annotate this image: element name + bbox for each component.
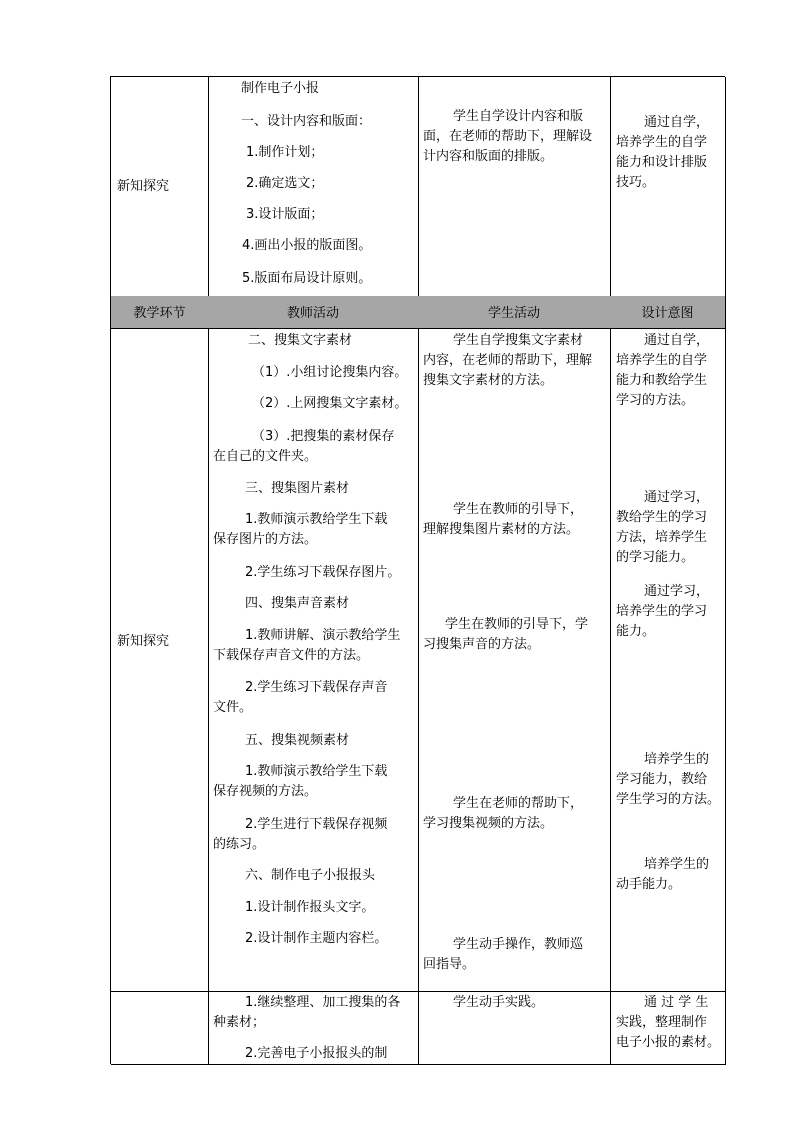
teacher-line: 1.教师讲解、演示教给学生 xyxy=(245,628,401,643)
header-phase xyxy=(111,296,209,329)
teacher-line: 保存图片的方法。 xyxy=(213,532,318,547)
teacher-line: 5.版面布局设计原则。 xyxy=(242,271,372,286)
teacher-line: 二、搜集文字素材 xyxy=(248,333,353,348)
intent-line: 通过自学， xyxy=(644,115,710,130)
teacher-line: 种素材； xyxy=(213,1015,266,1030)
student-line: 学生动手操作，教师巡 xyxy=(453,937,584,952)
intent-line: 学习能力，教给 xyxy=(616,772,708,787)
intent-line: 教给学生的学习 xyxy=(616,510,708,525)
teacher-line: 2.设计制作主题内容栏。 xyxy=(245,931,388,946)
student-line: 学生动手实践。 xyxy=(453,995,545,1010)
teacher-line: 3.设计版面； xyxy=(246,207,324,222)
intent-line: 动手能力。 xyxy=(616,877,682,892)
teacher-line: 1.设计制作报头文字。 xyxy=(245,900,375,915)
header-teacher xyxy=(208,296,419,329)
teacher-line: （3）.把搜集的素材保存 xyxy=(252,429,395,444)
student-line: 学生在老师的帮助下， xyxy=(453,796,584,811)
header-student-label: 学生活动 xyxy=(487,306,540,321)
intent-line: 通 过 学 生 xyxy=(644,995,709,1010)
teacher-cell-3 xyxy=(208,991,419,1065)
phase-cell-1 xyxy=(111,77,209,297)
teacher-line: 四、搜集声音素材 xyxy=(245,596,350,611)
teacher-line: 三、搜集图片素材 xyxy=(245,481,350,496)
teacher-line: 4.画出小报的版面图。 xyxy=(242,238,372,253)
student-line: 计内容和版面的排版。 xyxy=(423,149,554,164)
intent-line: 实践，整理制作 xyxy=(616,1015,708,1030)
intent-line: 通过学习， xyxy=(644,584,710,599)
teacher-line: 文件。 xyxy=(213,700,253,715)
intent-line: 通过自学， xyxy=(644,333,710,348)
header-intent-label: 设计意图 xyxy=(641,306,694,321)
teacher-line: 2.学生练习下载保存声音 xyxy=(245,680,388,695)
intent-line: 能力和设计排版 xyxy=(616,155,708,170)
intent-cell-3 xyxy=(610,991,726,1065)
intent-line: 培养学生的自学 xyxy=(616,135,708,150)
student-cell-3 xyxy=(418,991,611,1065)
intent-line: 能力和教给学生 xyxy=(616,373,708,388)
student-line: 搜集文字素材的方法。 xyxy=(423,373,554,388)
student-cell-1 xyxy=(418,77,611,297)
student-line: 学生自学搜集文字素材 xyxy=(453,333,584,348)
phase-label-1: 新知探究 xyxy=(117,179,170,194)
teacher-line: （2）.上网搜集文字素材。 xyxy=(252,396,408,411)
student-line: 学生自学设计内容和版 xyxy=(453,109,584,124)
intent-line: 的学习能力。 xyxy=(616,550,695,565)
teacher-line: 1.教师演示教给学生下载 xyxy=(245,764,388,779)
intent-line: 技巧。 xyxy=(616,175,656,190)
lesson-plan-table xyxy=(110,76,725,1064)
phase-cell-2 xyxy=(111,328,209,992)
teacher-line: 2.学生进行下载保存视频 xyxy=(245,817,388,832)
student-line: 学习搜集视频的方法。 xyxy=(423,816,554,831)
intent-line: 学生学习的方法。 xyxy=(616,792,721,807)
teacher-line: （1）.小组讨论搜集内容。 xyxy=(252,365,408,380)
student-line: 学生在教师的引导下， xyxy=(453,502,584,517)
intent-cell-2 xyxy=(610,328,726,992)
header-student xyxy=(418,296,611,329)
teacher-line: 2.确定选文； xyxy=(246,176,324,191)
student-line: 内容，在老师的帮助下，理解 xyxy=(423,353,593,368)
teacher-line: 一、设计内容和版面： xyxy=(241,114,372,129)
intent-line: 电子小报的素材。 xyxy=(616,1035,721,1050)
header-phase-label: 教学环节 xyxy=(133,306,186,321)
intent-line: 通过学习， xyxy=(644,490,710,505)
header-intent xyxy=(610,296,726,329)
phase-label-2: 新知探究 xyxy=(117,634,170,649)
intent-line: 培养学生的学习 xyxy=(616,604,708,619)
header-teacher-label: 教师活动 xyxy=(286,306,339,321)
student-cell-2 xyxy=(418,328,611,992)
student-line: 回指导。 xyxy=(423,957,476,972)
student-line: 习搜集声音的方法。 xyxy=(423,637,541,652)
teacher-line: 下载保存声音文件的方法。 xyxy=(213,648,370,663)
teacher-cell-1 xyxy=(208,77,419,297)
intent-line: 培养学生的 xyxy=(644,857,710,872)
teacher-line: 1.教师演示教给学生下载 xyxy=(245,512,388,527)
teacher-line: 1.继续整理、加工搜集的各 xyxy=(245,995,401,1010)
teacher-line: 六、制作电子小报报头 xyxy=(245,868,376,883)
teacher-line: 在自己的文件夹。 xyxy=(213,449,318,464)
intent-line: 方法，培养学生 xyxy=(616,530,708,545)
intent-line: 培养学生的自学 xyxy=(616,353,708,368)
teacher-cell-2 xyxy=(208,328,419,992)
lesson-plan-page xyxy=(110,76,725,1064)
student-line: 面，在老师的帮助下，理解设 xyxy=(423,129,593,144)
teacher-line: 2.完善电子小报报头的制 xyxy=(245,1046,388,1061)
student-line: 理解搜集图片素材的方法。 xyxy=(423,522,580,537)
teacher-line: 保存视频的方法。 xyxy=(213,784,318,799)
intent-cell-1 xyxy=(610,77,726,297)
phase-cell-3 xyxy=(111,991,209,1065)
intent-line: 培养学生的 xyxy=(644,752,710,767)
student-line: 学生在教师的引导下，学 xyxy=(445,617,589,632)
teacher-line: 五、搜集视频素材 xyxy=(245,733,350,748)
teacher-line: 的练习。 xyxy=(213,837,266,852)
intent-line: 能力。 xyxy=(616,624,656,639)
teacher-line: 制作电子小报 xyxy=(241,81,320,96)
teacher-line: 2.学生练习下载保存图片。 xyxy=(245,565,401,580)
intent-line: 学习的方法。 xyxy=(616,393,695,408)
teacher-line: 1.制作计划； xyxy=(246,145,324,160)
